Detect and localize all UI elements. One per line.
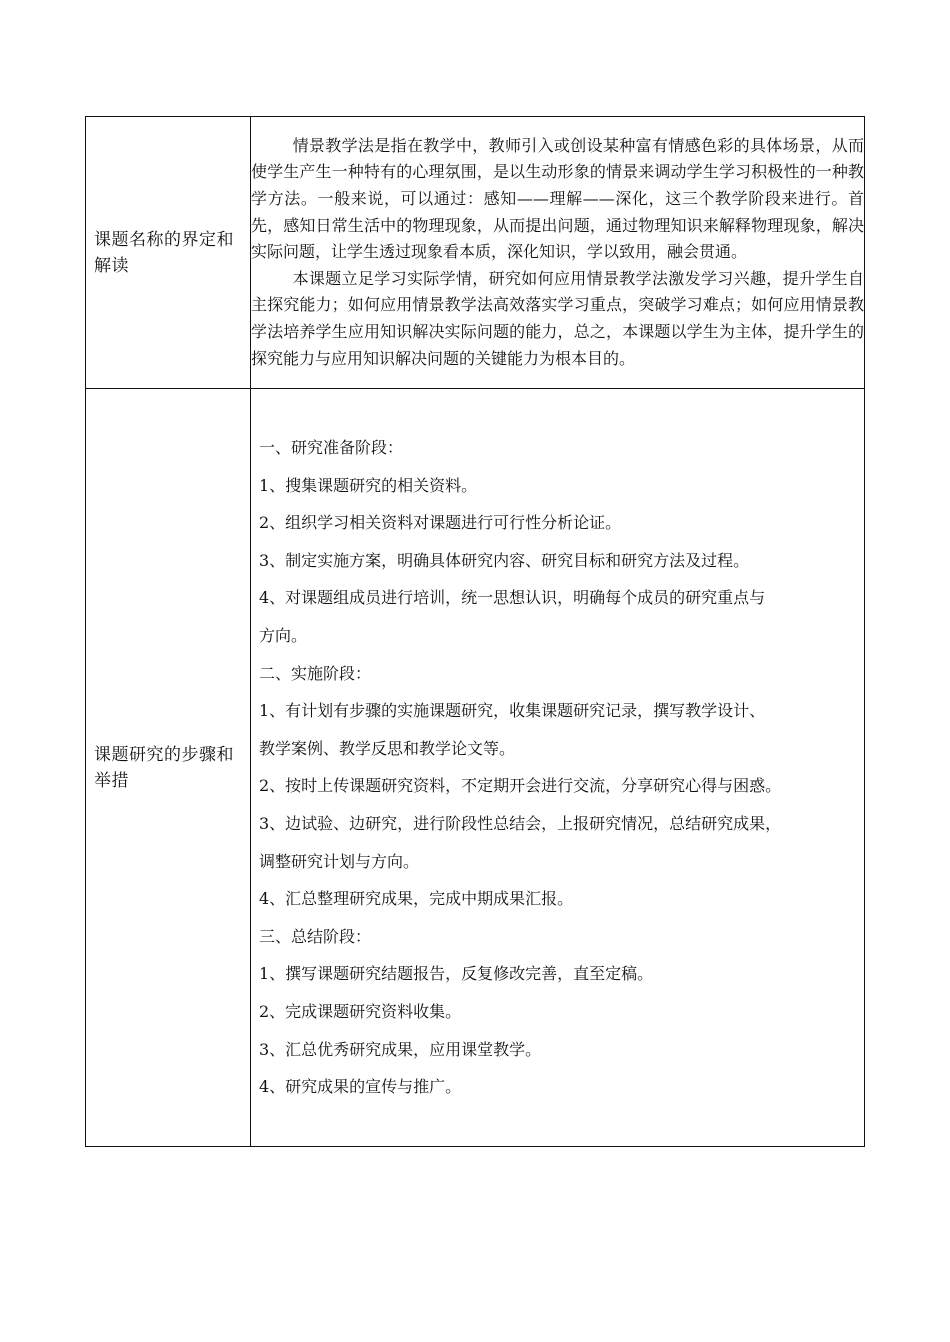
research-table xyxy=(85,116,865,1147)
phase-heading: 一、研究准备阶段： xyxy=(259,438,404,457)
table-row-steps xyxy=(86,389,865,1147)
row-label-definition: 课题名称的界定和解读 xyxy=(94,229,234,276)
step-item: 3、制定实施方案，明确具体研究内容、研究目标和研究方法及过程。 xyxy=(259,550,750,570)
step-item: 4、研究成果的宣传与推广。 xyxy=(259,1077,462,1097)
step-item-continued: 调整研究计划与方向。 xyxy=(259,851,420,871)
step-item: 1、搜集课题研究的相关资料。 xyxy=(259,475,478,495)
paragraph: 情景教学法是指在教学中，教师引入或创设某种富有情感色彩的具体场景，从而使学生产生一种特有的心理氛围，是以生动形象的情景来调动学生学习积极性的一种教学方法。一般来说，可以通过：感知——理解——深化，这三个教学阶段来进行。首先，感知日常生活中的物理现象，从而提出问题，通过物理知识来解释物理现象，解决实际问题，让学生透过现象看本质，深化知识，学以致用，融会贯通。 xyxy=(251,135,864,262)
step-item: 1、撰写课题研究结题报告，反复修改完善，直至定稿。 xyxy=(259,964,654,984)
step-item: 3、汇总优秀研究成果，应用课堂教学。 xyxy=(259,1039,542,1059)
step-item: 4、对课题组成员进行培训，统一思想认识，明确每个成员的研究重点与 xyxy=(259,588,766,608)
paragraph: 本课题立足学习实际学情，研究如何应用情景教学法激发学习兴趣，提升学生自主探究能力；如何应用情景教学法高效落实学习重点，突破学习难点；如何应用情景教学法培养学生应用知识解决实际问题的能力，总之，本课题以学生为主体，提升学生的探究能力与应用知识解决问题的关键能力为根本目的。 xyxy=(251,268,864,368)
phase-heading: 三、总结阶段： xyxy=(259,926,372,946)
step-item-continued: 方向。 xyxy=(259,625,308,645)
step-item: 2、完成课题研究资料收集。 xyxy=(259,1001,462,1021)
content-cell-steps xyxy=(251,389,865,1147)
step-item: 1、有计划有步骤的实施课题研究，收集课题研究记录，撰写教学设计、 xyxy=(259,701,766,721)
label-cell xyxy=(86,389,251,1147)
step-item: 4、汇总整理研究成果，完成中期成果汇报。 xyxy=(259,889,574,909)
row-label-steps: 课题研究的步骤和举措 xyxy=(94,744,234,791)
content-cell-definition xyxy=(251,117,865,389)
step-item: 3、边试验、边研究，进行阶段性总结会，上报研究情况，总结研究成果， xyxy=(259,813,782,833)
step-item: 2、组织学习相关资料对课题进行可行性分析论证。 xyxy=(259,513,622,533)
label-cell xyxy=(86,117,251,389)
step-item-continued: 教学案例、教学反思和教学论文等。 xyxy=(259,738,516,758)
table-row-definition xyxy=(86,117,865,389)
phase-heading: 二、实施阶段： xyxy=(259,663,372,683)
step-item: 2、按时上传课题研究资料，不定期开会进行交流，分享研究心得与困惑。 xyxy=(259,776,782,796)
